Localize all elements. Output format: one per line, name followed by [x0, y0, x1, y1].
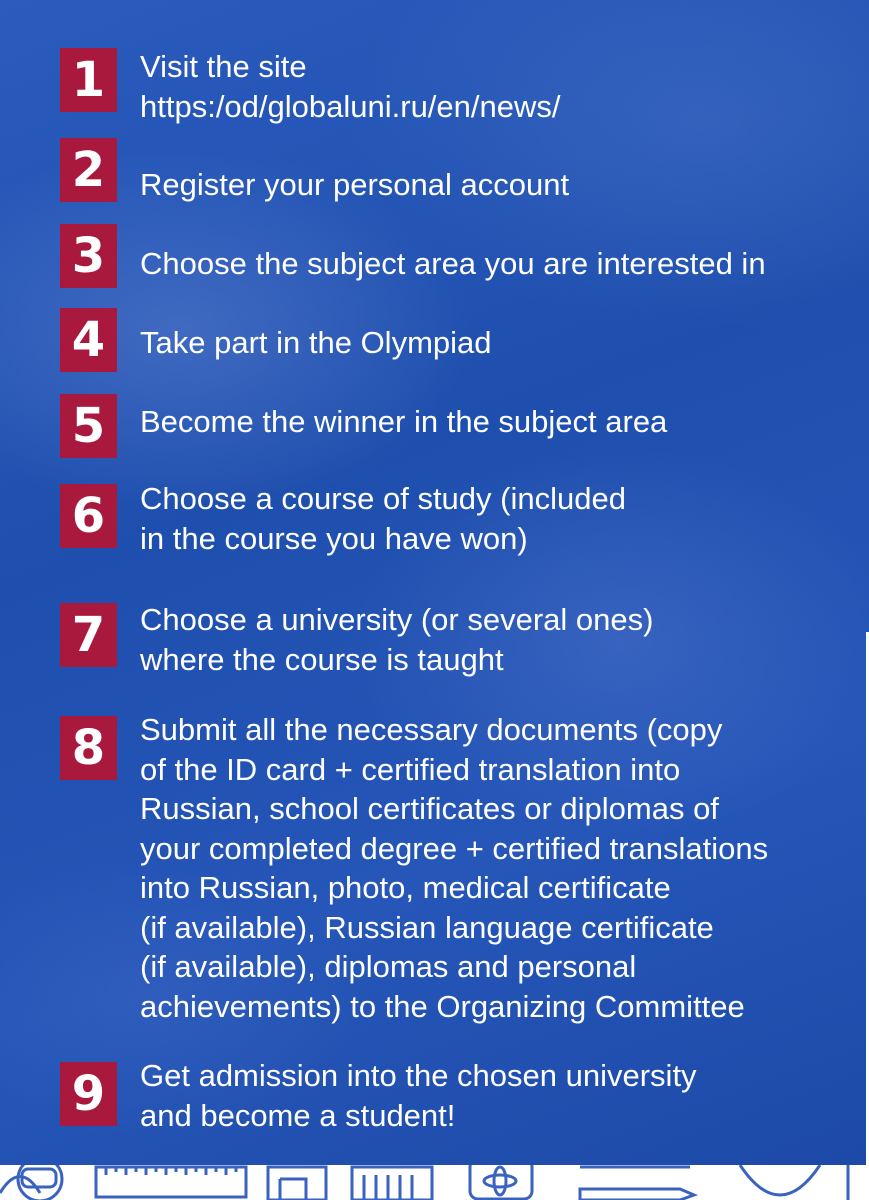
- step-number-badge: 9: [60, 1062, 117, 1126]
- step-text: Choose a university (or several ones) where the course is taught: [140, 602, 654, 677]
- step-text: Register your personal account: [140, 167, 570, 202]
- compass-icon: [0, 1165, 62, 1200]
- footer-icons: [0, 1165, 869, 1200]
- step-text: Choose a course of study (included in the course you have won): [140, 481, 626, 556]
- step-text: Visit the site https:/od/globaluni.ru/en/news/: [140, 49, 561, 124]
- footer-icon-strip: [0, 1165, 869, 1200]
- step-text: Submit all the necessary documents (copy of the ID card + certified translation into Russian, school certificates or diplomas of your completed degree + certified translations into Russian, photo, medical certificate (if available), Russian language certificate (if available), diplomas and personal achievements) to the Organizing Committee: [140, 712, 769, 1024]
- book-icon: [268, 1167, 326, 1200]
- step-number-badge: 6: [60, 484, 117, 548]
- step-number-badge: 1: [60, 48, 117, 112]
- pen-icon: [580, 1167, 694, 1200]
- atom-icon: [470, 1165, 532, 1199]
- step-number-badge: 4: [60, 308, 117, 372]
- step-number-badge: 2: [60, 138, 117, 202]
- step-text: Choose the subject area you are interested in: [140, 246, 766, 281]
- book-icon: [352, 1167, 432, 1200]
- step-number-badge: 7: [60, 603, 117, 667]
- step-text: Get admission into the chosen university and become a student!: [140, 1058, 697, 1133]
- step-text: Take part in the Olympiad: [140, 325, 492, 360]
- lightbulb-icon: [740, 1165, 848, 1200]
- step-number-badge: 3: [60, 224, 117, 288]
- ruler-icon: [96, 1167, 246, 1197]
- step-number-badge: 5: [60, 394, 117, 458]
- step-number-badge: 8: [60, 716, 117, 780]
- step-text: Become the winner in the subject area: [140, 404, 668, 439]
